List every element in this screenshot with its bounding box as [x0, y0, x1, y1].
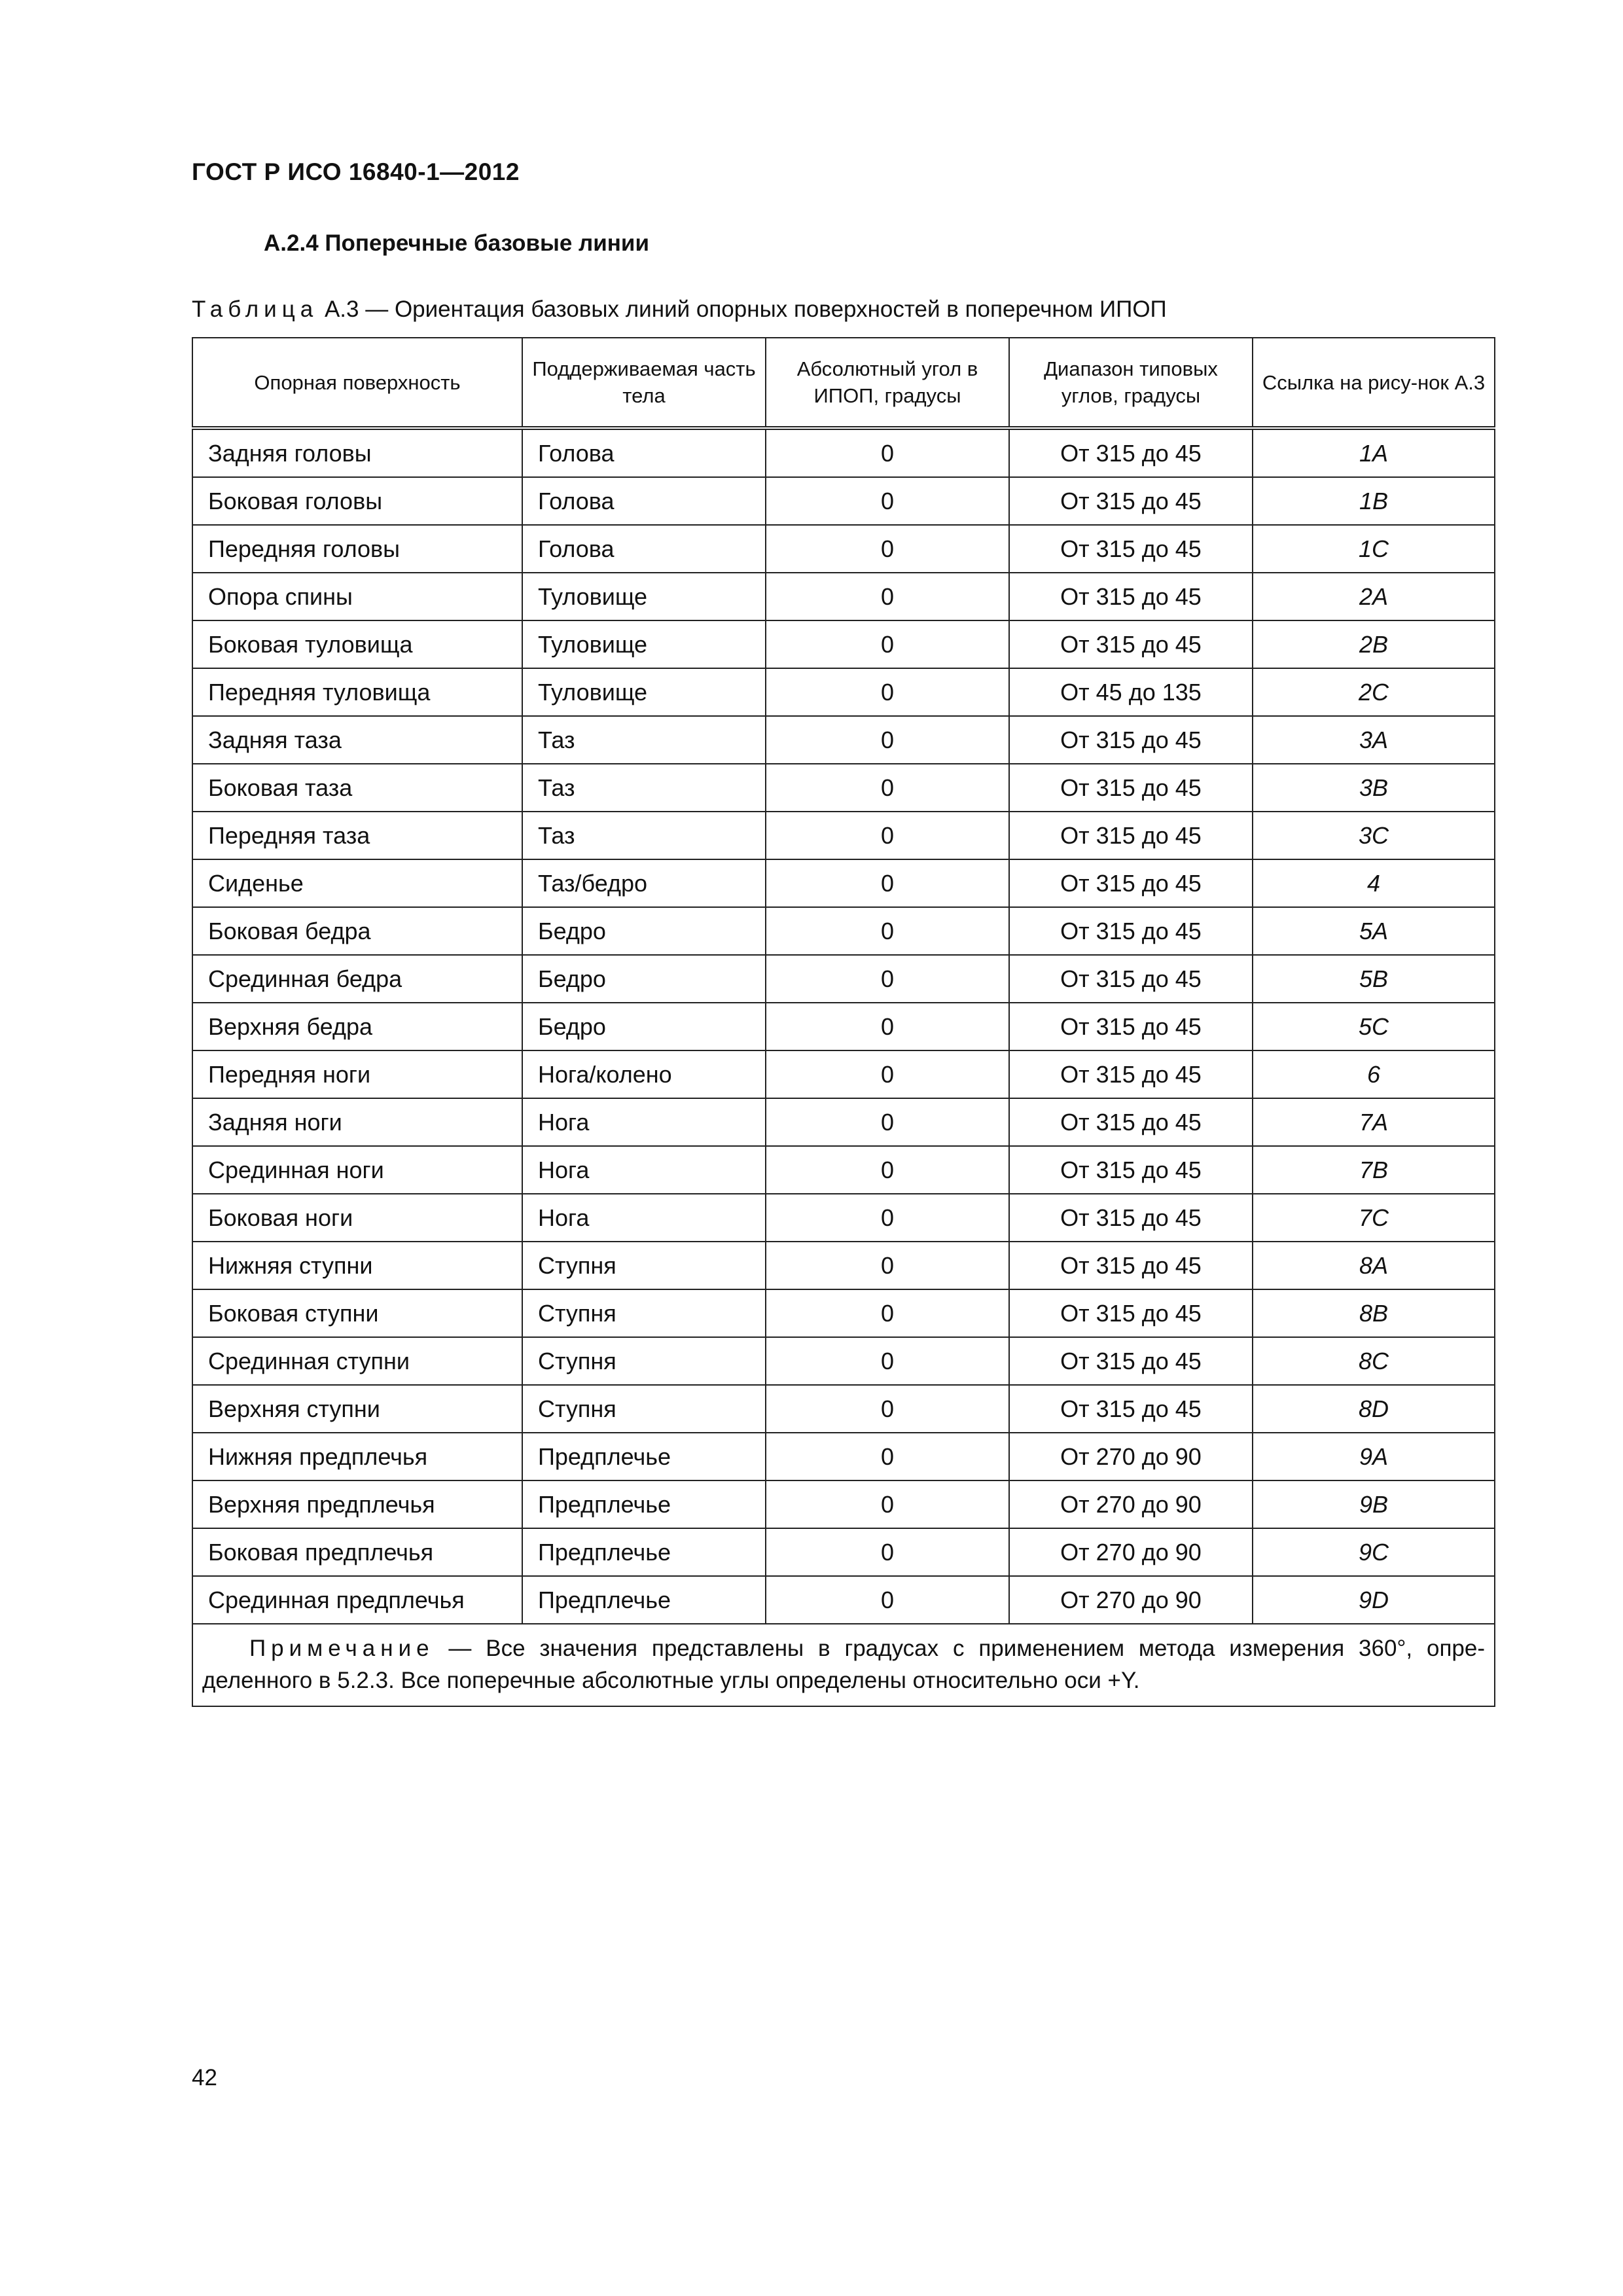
section-heading: А.2.4 Поперечные базовые линии [264, 230, 649, 256]
table-row [192, 477, 1495, 525]
cell-absolute-angle: 0 [766, 1289, 1009, 1337]
cell-angle-range: От 270 до 90 [1009, 1480, 1253, 1528]
table-row [192, 1385, 1495, 1433]
cell-absolute-angle: 0 [766, 525, 1009, 573]
table-row [192, 1098, 1495, 1146]
cell-absolute-angle: 0 [766, 764, 1009, 812]
cell-absolute-angle: 0 [766, 1194, 1009, 1242]
cell-absolute-angle: 0 [766, 1050, 1009, 1098]
cell-angle-range: От 315 до 45 [1009, 1050, 1253, 1098]
cell-absolute-angle: 0 [766, 812, 1009, 859]
cell-support-surface: Боковая головы [192, 477, 522, 525]
cell-angle-range: От 315 до 45 [1009, 812, 1253, 859]
cell-figure-reference: 3B [1253, 764, 1495, 812]
cell-angle-range: От 315 до 45 [1009, 1337, 1253, 1385]
table-row [192, 1050, 1495, 1098]
cell-support-surface: Срединная ноги [192, 1146, 522, 1194]
cell-absolute-angle: 0 [766, 668, 1009, 716]
cell-figure-reference: 2A [1253, 573, 1495, 620]
cell-body-part: Туловище [522, 573, 766, 620]
cell-figure-reference: 5B [1253, 955, 1495, 1003]
cell-figure-reference: 5A [1253, 907, 1495, 955]
cell-absolute-angle: 0 [766, 1098, 1009, 1146]
cell-absolute-angle: 0 [766, 477, 1009, 525]
table-row [192, 620, 1495, 668]
cell-figure-reference: 8C [1253, 1337, 1495, 1385]
cell-support-surface: Опора спины [192, 573, 522, 620]
cell-angle-range: От 45 до 135 [1009, 668, 1253, 716]
cell-angle-range: От 270 до 90 [1009, 1433, 1253, 1480]
cell-figure-reference: 1B [1253, 477, 1495, 525]
table-row [192, 1003, 1495, 1050]
cell-support-surface: Срединная ступни [192, 1337, 522, 1385]
cell-figure-reference: 5C [1253, 1003, 1495, 1050]
table-row [192, 812, 1495, 859]
cell-absolute-angle: 0 [766, 955, 1009, 1003]
cell-support-surface: Задняя ноги [192, 1098, 522, 1146]
cell-support-surface: Боковая ноги [192, 1194, 522, 1242]
cell-angle-range: От 315 до 45 [1009, 1385, 1253, 1433]
cell-support-surface: Задняя головы [192, 428, 522, 477]
table-caption-text: А.3 — Ориентация базовых линий опорных поверхностей в поперечном ИПОП [318, 296, 1167, 322]
cell-body-part: Ступня [522, 1242, 766, 1289]
cell-body-part: Предплечье [522, 1576, 766, 1624]
table-row [192, 1433, 1495, 1480]
cell-body-part: Предплечье [522, 1528, 766, 1576]
table-row [192, 573, 1495, 620]
header-body-part: Поддерживаемая часть тела [522, 338, 766, 428]
cell-angle-range: От 315 до 45 [1009, 620, 1253, 668]
table-caption [192, 296, 1167, 323]
cell-body-part: Предплечье [522, 1433, 766, 1480]
table-note-row [192, 1624, 1495, 1706]
note-label: Примечание [249, 1636, 435, 1661]
page-number: 42 [192, 2065, 217, 2090]
cell-absolute-angle: 0 [766, 428, 1009, 477]
table-caption-label: Таблица [192, 296, 319, 322]
table-note [192, 1624, 1495, 1706]
cell-angle-range: От 315 до 45 [1009, 1098, 1253, 1146]
cell-support-surface: Нижняя предплечья [192, 1433, 522, 1480]
cell-support-surface: Передняя туловища [192, 668, 522, 716]
header-angle-range: Диапазон типовых углов, градусы [1009, 338, 1253, 428]
cell-figure-reference: 8A [1253, 1242, 1495, 1289]
cell-angle-range: От 315 до 45 [1009, 716, 1253, 764]
cell-absolute-angle: 0 [766, 859, 1009, 907]
cell-figure-reference: 7B [1253, 1146, 1495, 1194]
cell-body-part: Нога/колено [522, 1050, 766, 1098]
cell-support-surface: Боковая ступни [192, 1289, 522, 1337]
cell-support-surface: Срединная предплечья [192, 1576, 522, 1624]
cell-figure-reference: 8B [1253, 1289, 1495, 1337]
cell-angle-range: От 315 до 45 [1009, 1003, 1253, 1050]
table-row [192, 1194, 1495, 1242]
cell-body-part: Нога [522, 1098, 766, 1146]
cell-support-surface: Боковая бедра [192, 907, 522, 955]
cell-figure-reference: 9B [1253, 1480, 1495, 1528]
cell-body-part: Ступня [522, 1385, 766, 1433]
cell-body-part: Бедро [522, 907, 766, 955]
cell-figure-reference: 3C [1253, 812, 1495, 859]
cell-support-surface: Боковая таза [192, 764, 522, 812]
table-body [192, 428, 1495, 1624]
cell-body-part: Таз/бедро [522, 859, 766, 907]
table-row [192, 1576, 1495, 1624]
cell-angle-range: От 315 до 45 [1009, 1194, 1253, 1242]
document-header: ГОСТ Р ИСО 16840-1—2012 [192, 158, 520, 185]
cell-angle-range: От 270 до 90 [1009, 1528, 1253, 1576]
cell-angle-range: От 315 до 45 [1009, 955, 1253, 1003]
cell-absolute-angle: 0 [766, 1146, 1009, 1194]
cell-absolute-angle: 0 [766, 1576, 1009, 1624]
table-row [192, 1146, 1495, 1194]
cell-figure-reference: 4 [1253, 859, 1495, 907]
cell-body-part: Нога [522, 1194, 766, 1242]
cell-absolute-angle: 0 [766, 573, 1009, 620]
cell-angle-range: От 315 до 45 [1009, 428, 1253, 477]
cell-support-surface: Нижняя ступни [192, 1242, 522, 1289]
table-row [192, 1480, 1495, 1528]
cell-figure-reference: 7A [1253, 1098, 1495, 1146]
cell-body-part: Ступня [522, 1337, 766, 1385]
cell-angle-range: От 315 до 45 [1009, 573, 1253, 620]
table-row [192, 716, 1495, 764]
cell-absolute-angle: 0 [766, 907, 1009, 955]
cell-figure-reference: 2C [1253, 668, 1495, 716]
cell-body-part: Голова [522, 477, 766, 525]
cell-body-part: Таз [522, 764, 766, 812]
cell-figure-reference: 2B [1253, 620, 1495, 668]
cell-angle-range: От 270 до 90 [1009, 1576, 1253, 1624]
cell-angle-range: От 315 до 45 [1009, 477, 1253, 525]
cell-angle-range: От 315 до 45 [1009, 1289, 1253, 1337]
cell-support-surface: Передняя головы [192, 525, 522, 573]
cell-body-part: Нога [522, 1146, 766, 1194]
cell-support-surface: Передняя ноги [192, 1050, 522, 1098]
cell-figure-reference: 1A [1253, 428, 1495, 477]
cell-support-surface: Передняя таза [192, 812, 522, 859]
cell-body-part: Таз [522, 812, 766, 859]
cell-support-surface: Срединная бедра [192, 955, 522, 1003]
table-row [192, 764, 1495, 812]
table-row [192, 1289, 1495, 1337]
table-header-row [192, 338, 1495, 428]
cell-absolute-angle: 0 [766, 1385, 1009, 1433]
table-row [192, 955, 1495, 1003]
cell-support-surface: Задняя таза [192, 716, 522, 764]
cell-angle-range: От 315 до 45 [1009, 764, 1253, 812]
cell-angle-range: От 315 до 45 [1009, 859, 1253, 907]
cell-body-part: Голова [522, 525, 766, 573]
cell-absolute-angle: 0 [766, 1528, 1009, 1576]
cell-support-surface: Верхняя предплечья [192, 1480, 522, 1528]
cell-figure-reference: 9D [1253, 1576, 1495, 1624]
header-figure-reference: Ссылка на рису-нок А.3 [1253, 338, 1495, 428]
cell-angle-range: От 315 до 45 [1009, 907, 1253, 955]
cell-body-part: Бедро [522, 955, 766, 1003]
table-row [192, 668, 1495, 716]
cell-figure-reference: 6 [1253, 1050, 1495, 1098]
cell-body-part: Таз [522, 716, 766, 764]
cell-support-surface: Верхняя бедра [192, 1003, 522, 1050]
cell-absolute-angle: 0 [766, 716, 1009, 764]
cell-absolute-angle: 0 [766, 1337, 1009, 1385]
note-text: — Все значения представлены в градусах с применением метода измерения 360°, опре-деленного в 5.2.3. Все поперечные абсолютные углы определены относительно оси +Y. [202, 1636, 1485, 1693]
table-row [192, 907, 1495, 955]
cell-angle-range: От 315 до 45 [1009, 525, 1253, 573]
cell-body-part: Предплечье [522, 1480, 766, 1528]
cell-absolute-angle: 0 [766, 1480, 1009, 1528]
cell-absolute-angle: 0 [766, 620, 1009, 668]
cell-angle-range: От 315 до 45 [1009, 1146, 1253, 1194]
table-row [192, 525, 1495, 573]
cell-support-surface: Сиденье [192, 859, 522, 907]
table-row [192, 428, 1495, 477]
cell-body-part: Туловище [522, 668, 766, 716]
cell-figure-reference: 1C [1253, 525, 1495, 573]
cell-figure-reference: 9A [1253, 1433, 1495, 1480]
cell-body-part: Ступня [522, 1289, 766, 1337]
cell-figure-reference: 9C [1253, 1528, 1495, 1576]
cell-body-part: Туловище [522, 620, 766, 668]
cell-support-surface: Верхняя ступни [192, 1385, 522, 1433]
cell-figure-reference: 8D [1253, 1385, 1495, 1433]
data-table [192, 337, 1495, 1707]
cell-figure-reference: 3A [1253, 716, 1495, 764]
header-support-surface: Опорная поверхность [192, 338, 522, 428]
cell-angle-range: От 315 до 45 [1009, 1242, 1253, 1289]
cell-absolute-angle: 0 [766, 1003, 1009, 1050]
cell-absolute-angle: 0 [766, 1433, 1009, 1480]
table-row [192, 859, 1495, 907]
header-absolute-angle: Абсолютный угол в ИПОП, градусы [766, 338, 1009, 428]
cell-absolute-angle: 0 [766, 1242, 1009, 1289]
cell-support-surface: Боковая туловища [192, 620, 522, 668]
table-row [192, 1528, 1495, 1576]
data-table-container [192, 337, 1494, 1707]
cell-figure-reference: 7C [1253, 1194, 1495, 1242]
cell-body-part: Голова [522, 428, 766, 477]
cell-body-part: Бедро [522, 1003, 766, 1050]
table-row [192, 1242, 1495, 1289]
table-row [192, 1337, 1495, 1385]
cell-support-surface: Боковая предплечья [192, 1528, 522, 1576]
